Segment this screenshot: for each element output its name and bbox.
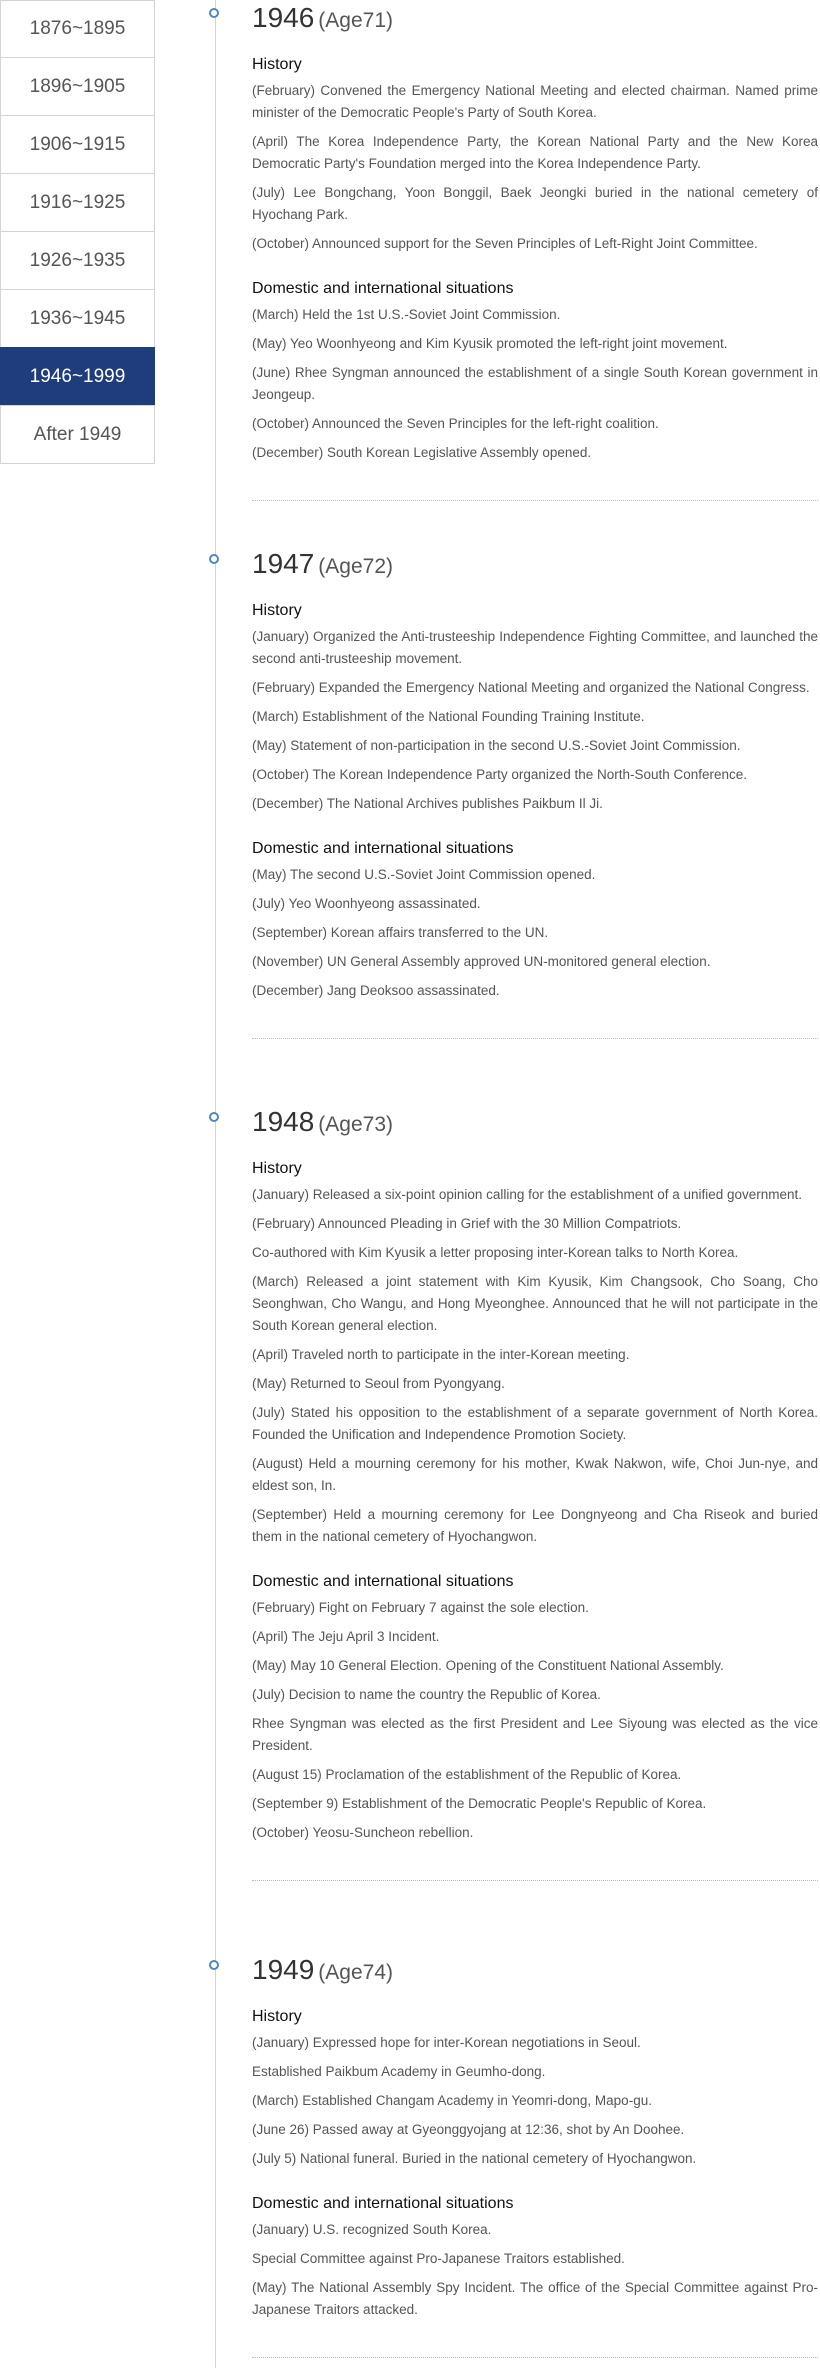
list-item: (January) Organized the Anti-trusteeship Independence Fighting Committee, and launched the second anti-trusteeship movement.: [252, 629, 818, 666]
sidebar-item-1916-1925[interactable]: 1916~1925: [0, 173, 155, 232]
list-item: (September 9) Establishment of the Democratic People's Republic of Korea.: [252, 1796, 707, 1811]
list-item: (May) The second U.S.-Soviet Joint Commission opened.: [252, 867, 596, 882]
year-content: [252, 0, 818, 501]
timeline-line: [215, 0, 216, 2368]
list-item: (March) Established Changam Academy in Yeomri-dong, Mapo-gu.: [252, 2093, 652, 2108]
list-item: (September) Held a mourning ceremony for Lee Dongnyeong and Cha Riseok and buried them in the national cemetery of Hyochangwon.: [252, 1507, 818, 1544]
year-content: [252, 546, 818, 1039]
sidebar-item-1896-1905[interactable]: 1896~1905: [0, 57, 155, 116]
list-item: (January) Released a six-point opinion calling for the establishment of a unified government.: [252, 1187, 803, 1202]
domestic-list: [252, 2219, 818, 2321]
year-title: [252, 1104, 818, 1140]
list-item: Special Committee against Pro-Japanese Traitors established.: [252, 2251, 625, 2266]
sidebar-item-1906-1915[interactable]: 1906~1915: [0, 115, 155, 174]
list-item: (July) Stated his opposition to the establishment of a separate government of North Korea. Founded the Unification and Independence Promotion Society.: [252, 1405, 818, 1442]
domestic-heading: Domestic and international situations: [252, 2195, 514, 2212]
year-age: (Age72): [318, 555, 394, 578]
timeline-dot-icon: [209, 554, 219, 564]
domestic-heading: Domestic and international situations: [252, 280, 514, 297]
sidebar-item-1876-1895[interactable]: 1876~1895: [0, 0, 155, 58]
year-number: 1946: [252, 2, 315, 33]
list-item: (May) May 10 General Election. Opening of the Constituent National Assembly.: [252, 1658, 724, 1673]
list-item: (December) South Korean Legislative Assembly opened.: [252, 445, 592, 460]
year-number: 1948: [252, 1106, 315, 1137]
year-content: [252, 1104, 818, 1881]
list-item: (March) Establishment of the National Founding Training Institute.: [252, 709, 645, 724]
timeline-dot-icon: [209, 1960, 219, 1970]
list-item: Rhee Syngman was elected as the first President and Lee Siyoung was elected as the vice President.: [252, 1716, 818, 1753]
list-item: (June 26) Passed away at Gyeonggyojang at 12:36, shot by An Doohee.: [252, 2122, 685, 2137]
list-item: (July 5) National funeral. Buried in the national cemetery of Hyochangwon.: [252, 2151, 697, 2166]
sidebar-item-after-1949[interactable]: After 1949: [0, 405, 155, 464]
year-title: [252, 0, 818, 36]
list-item: (July) Yeo Woonhyeong assassinated.: [252, 896, 481, 911]
year-number: 1949: [252, 1954, 315, 1985]
list-item: (March) Released a joint statement with Kim Kyusik, Kim Changsook, Cho Soang, Cho Seonghwan, Cho Wangu, and Hong Myeonghee. Announced that he will not participate in the South Korean general election.: [252, 1274, 818, 1333]
list-item: (December) The National Archives publishes Paikbum Il Ji.: [252, 796, 603, 811]
year-title: [252, 546, 818, 582]
year-number: 1947: [252, 548, 315, 579]
list-item: Co-authored with Kim Kyusik a letter proposing inter-Korean talks to North Korea.: [252, 1245, 739, 1260]
year-title: [252, 1952, 818, 1988]
list-item: (December) Jang Deoksoo assassinated.: [252, 983, 500, 998]
year-age: (Age74): [318, 1961, 394, 1984]
list-item: (February) Announced Pleading in Grief with the 30 Million Compatriots.: [252, 1216, 682, 1231]
list-item: (April) The Korea Independence Party, the Korean National Party and the New Korea Democratic Party's Foundation merged into the Korea Independence Party.: [252, 134, 818, 171]
list-item: (February) Convened the Emergency National Meeting and elected chairman. Named prime minister of the Democratic People's Party of South Korea.: [252, 83, 818, 120]
list-item: (October) Announced the Seven Principles for the left-right coalition.: [252, 416, 659, 431]
history-heading: History: [252, 56, 302, 73]
list-item: (January) U.S. recognized South Korea.: [252, 2222, 492, 2237]
sidebar-item-1946-1999[interactable]: 1946~1999: [0, 347, 155, 406]
history-list: [252, 1184, 818, 1548]
history-heading: History: [252, 2008, 302, 2025]
section-divider: [252, 1880, 818, 1881]
sidebar-item-1936-1945[interactable]: 1936~1945: [0, 289, 155, 348]
list-item: (July) Decision to name the country the Republic of Korea.: [252, 1687, 601, 1702]
history-list: [252, 626, 818, 815]
timeline-dot-icon: [209, 8, 219, 18]
list-item: (May) Returned to Seoul from Pyongyang.: [252, 1376, 505, 1391]
year-age: (Age73): [318, 1113, 394, 1136]
section-divider: [252, 2357, 818, 2358]
list-item: (February) Fight on February 7 against the sole election.: [252, 1600, 589, 1615]
list-item: Established Paikbum Academy in Geumho-dong.: [252, 2064, 546, 2079]
domestic-list: [252, 864, 818, 1002]
history-heading: History: [252, 602, 302, 619]
list-item: (October) Yeosu-Suncheon rebellion.: [252, 1825, 474, 1840]
list-item: (July) Lee Bongchang, Yoon Bonggil, Baek Jeongki buried in the national cemetery of Hyochang Park.: [252, 185, 818, 222]
list-item: (April) Traveled north to participate in the inter-Korean meeting.: [252, 1347, 630, 1362]
list-item: (September) Korean affairs transferred to the UN.: [252, 925, 549, 940]
section-divider: [252, 500, 818, 501]
list-item: (November) UN General Assembly approved UN-monitored general election.: [252, 954, 711, 969]
section-divider: [252, 1038, 818, 1039]
list-item: (May) Yeo Woonhyeong and Kim Kyusik promoted the left-right joint movement.: [252, 336, 728, 351]
history-list: [252, 2032, 818, 2170]
timeline-dot-icon: [209, 1112, 219, 1122]
year-age: (Age71): [318, 9, 394, 32]
domestic-list: [252, 1597, 818, 1844]
domestic-heading: Domestic and international situations: [252, 840, 514, 857]
list-item: (October) The Korean Independence Party organized the North-South Conference.: [252, 767, 748, 782]
list-item: (August 15) Proclamation of the establishment of the Republic of Korea.: [252, 1767, 682, 1782]
list-item: (April) The Jeju April 3 Incident.: [252, 1629, 440, 1644]
list-item: (May) The National Assembly Spy Incident. The office of the Special Committee against Pro-Japanese Traitors attacked.: [252, 2280, 818, 2317]
list-item: (October) Announced support for the Seven Principles of Left-Right Joint Committee.: [252, 236, 758, 251]
domestic-heading: Domestic and international situations: [252, 1573, 514, 1590]
domestic-list: [252, 304, 818, 464]
history-heading: History: [252, 1160, 302, 1177]
history-list: [252, 80, 818, 255]
list-item: (May) Statement of non-participation in the second U.S.-Soviet Joint Commission.: [252, 738, 741, 753]
list-item: (January) Expressed hope for inter-Korean negotiations in Seoul.: [252, 2035, 641, 2050]
year-content: [252, 1952, 818, 2358]
sidebar-item-1926-1935[interactable]: 1926~1935: [0, 231, 155, 290]
list-item: (February) Expanded the Emergency National Meeting and organized the National Congress.: [252, 680, 810, 695]
list-item: (March) Held the 1st U.S.-Soviet Joint Commission.: [252, 307, 561, 322]
list-item: (June) Rhee Syngman announced the establishment of a single South Korean government in Jeongeup.: [252, 365, 818, 402]
period-sidebar: [0, 0, 155, 464]
list-item: (August) Held a mourning ceremony for his mother, Kwak Nakwon, wife, Choi Jun-nye, and eldest son, In.: [252, 1456, 818, 1493]
